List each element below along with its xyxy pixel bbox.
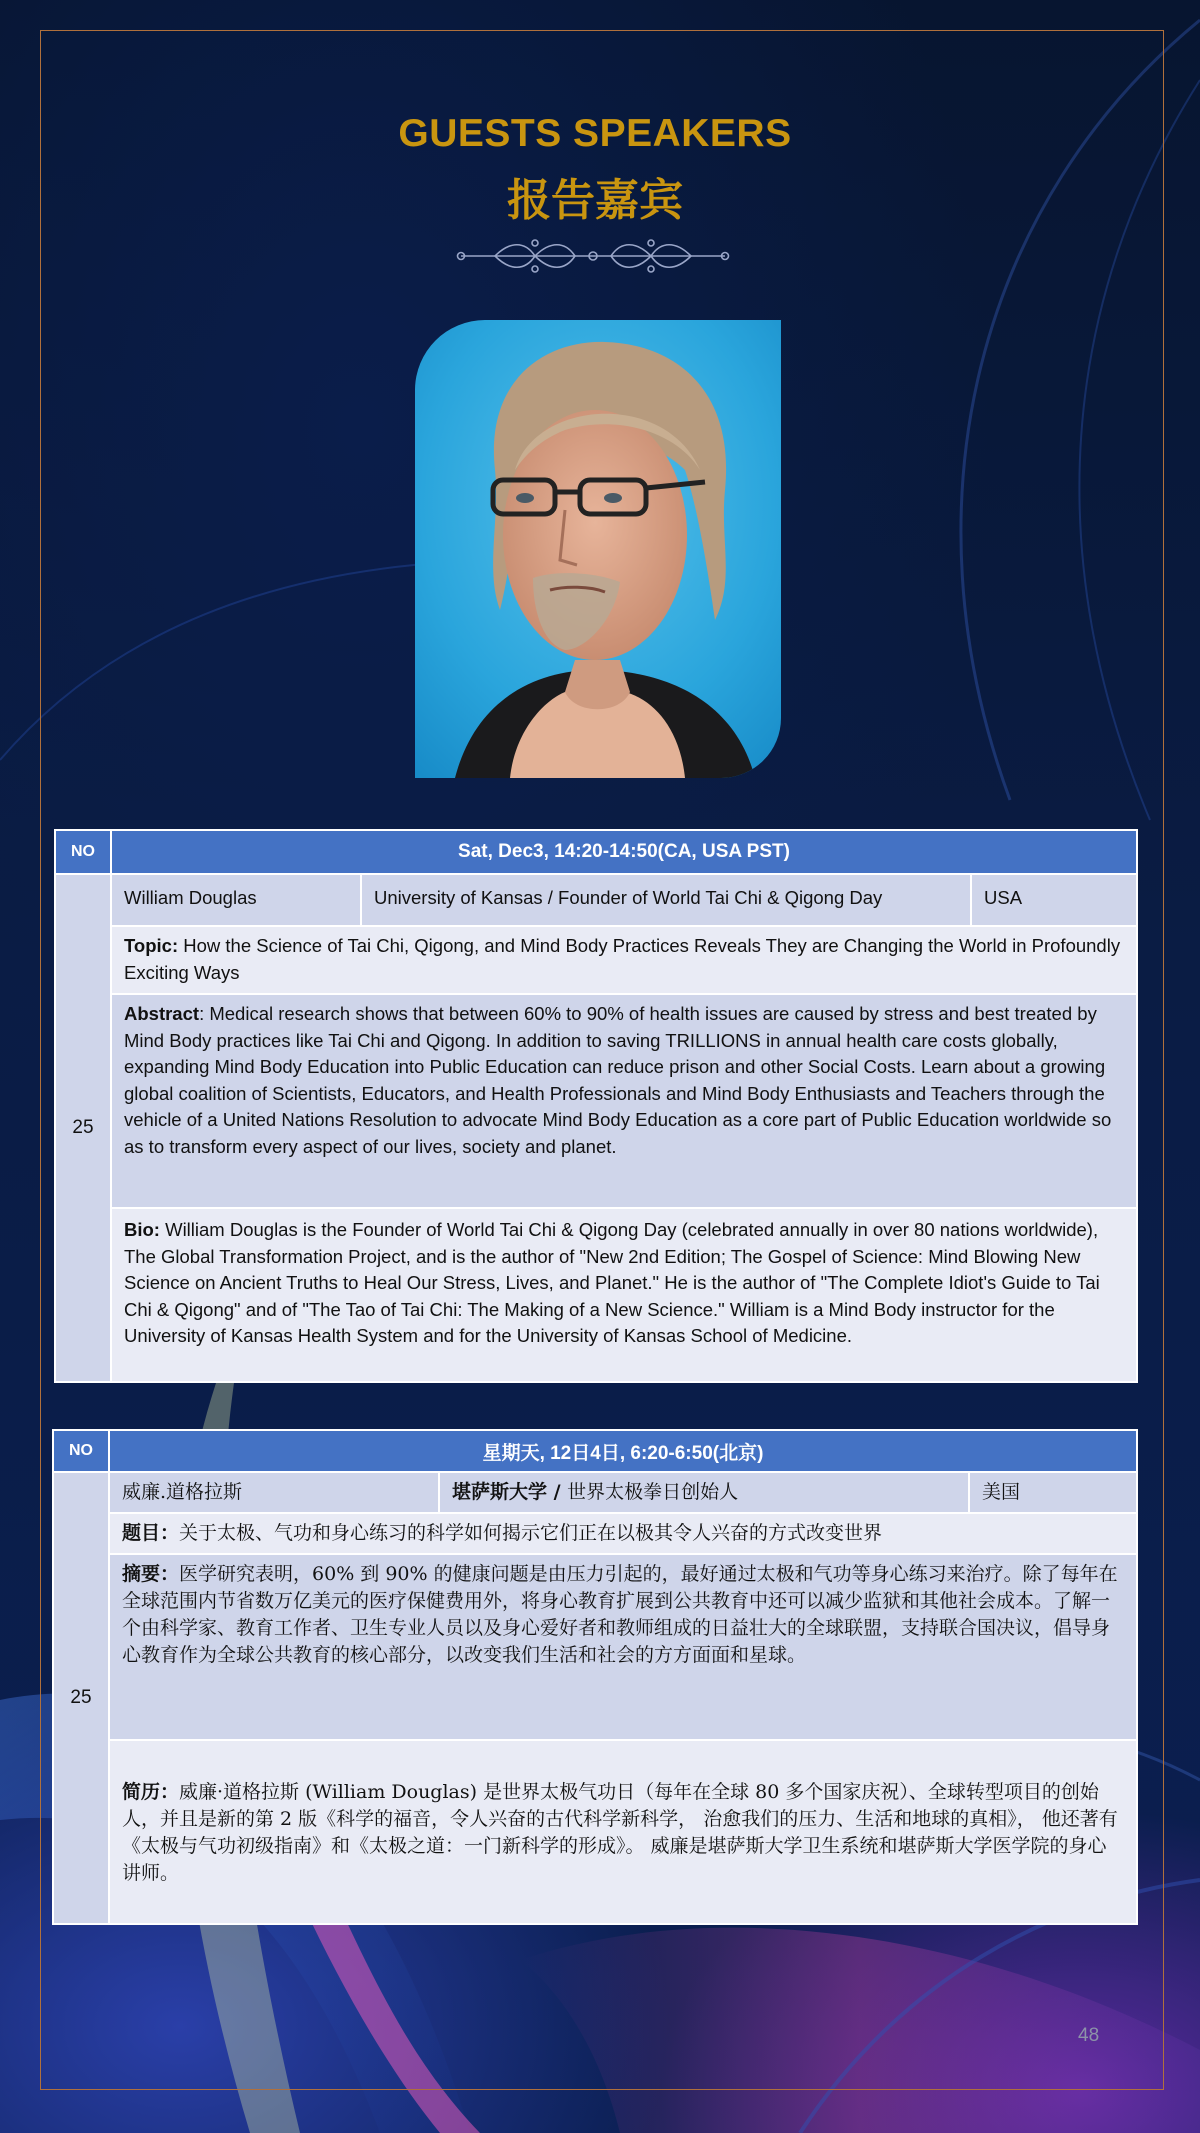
bio-label: Bio: [124, 1219, 160, 1240]
topic-cell [111, 926, 1137, 994]
page-number: 48 [1078, 2025, 1100, 2046]
ornament-divider-icon [455, 233, 731, 279]
speaker-name: William Douglas [111, 874, 361, 926]
no-header-cn: NO [53, 1430, 109, 1472]
speaker-affiliation: University of Kansas / Founder of World Tai Chi & Qigong Day [361, 874, 971, 926]
page-title: GUESTS SPEAKERS [398, 112, 792, 155]
speaker-country: USA [971, 874, 1137, 926]
speaker-table-cn [52, 1429, 1138, 1925]
topic-text-cn: 关于太极、气功和身心练习的科学如何揭示它们正在以极其令人兴奋的方式改变世界 [179, 1522, 883, 1544]
page-title-cn: 报告嘉宾 [507, 176, 683, 225]
speaker-photo [415, 320, 781, 778]
topic-text: How the Science of Tai Chi, Qigong, and Mind Body Practices Reveals They are Changing the World in Profoundly Exciting Ways [124, 935, 1121, 983]
abstract-text: : Medical research shows that between 60% to 90% of health issues are caused by stress and best treated by Mind Body practices like Tai Chi and Qigong. In addition to saving TRILLIONS in annual health care costs globally, expanding Mind Body Education into Public Education can reduce prison and other Social Costs. Learn about a growing global coalition of Scientists, Educators, and Health Professionals and Mind Body Enthusiasts and Teachers through the vehicle of a United Nations Resolution to advocate Mind Body Education as a core part of Public Education worldwide so as to transform every aspect of our lives, society and planet. [124, 1003, 1112, 1157]
speaker-name-cn: 威廉.道格拉斯 [109, 1472, 439, 1513]
bio-text: William Douglas is the Founder of World Tai Chi & Qigong Day (celebrated annually in over 80 nations worldwide), The Global Transformation Project, and is the author of "New 2nd Edition; The Gospel of Science: Mind Blowing New Science on Ancient Truths to Heal Our Stress, Lives, and Planet." He is the author of "The Complete Idiot's Guide to Tai Chi & Qigong" and of "The Tao of Tai Chi: The Making of a New Science." William is a Mind Body instructor for the University of Kansas Health System and for the University of Kansas School of Medicine. [124, 1219, 1100, 1346]
speaker-number: 25 [55, 874, 111, 1382]
abstract-label-cn: 摘要： [122, 1563, 180, 1585]
abstract-label: Abstract [124, 1003, 200, 1024]
topic-cell-cn [109, 1513, 1137, 1554]
topic-label: Topic: [124, 935, 179, 956]
session-header: Sat, Dec3, 14:20-14:50(CA, USA PST) [111, 830, 1137, 874]
abstract-text-cn: 医学研究表明，60% 到 90% 的健康问题是由压力引起的，最好通过太极和气功等身心练习来治疗。除了每年在全球范围内节省数万亿美元的医疗保健费用外，将身心教育扩展到公共教育中还可以减少监狱和其他社会成本。了解一个由科学家、教育工作者、卫生专业人员以及身心爱好者和教师组成的日益壮大的全球联盟，支持联合国决议，倡导身心教育作为全球公共教育的核心部分，以改变我们生活和社会的方方面面和星球。 [122, 1563, 1118, 1666]
speaker-country-cn: 美国 [969, 1472, 1137, 1513]
affiliation-bold-cn: 堪萨斯大学 / [452, 1481, 568, 1503]
session-header-cn: 星期天, 12日4日, 6:20-6:50(北京) [109, 1430, 1137, 1472]
speaker-affiliation-cn [439, 1472, 969, 1513]
bio-label-cn: 简历： [122, 1781, 180, 1803]
abstract-cell [111, 994, 1137, 1208]
abstract-cell-cn [109, 1554, 1137, 1740]
no-header: NO [55, 830, 111, 874]
speaker-number-cn: 25 [53, 1472, 109, 1924]
topic-label-cn: 题目： [122, 1522, 180, 1544]
affiliation-text-cn: 世界太极拳日创始人 [567, 1481, 739, 1503]
bio-cell-cn [109, 1740, 1137, 1924]
speaker-table-en [54, 829, 1138, 1383]
bio-cell [111, 1208, 1137, 1382]
bio-text-cn: 威廉·道格拉斯 (William Douglas) 是世界太极气功日（每年在全球 80 多个国家庆祝）、全球转型项目的创始人，并且是新的第 2 版《科学的福音，令人兴奋的古代科学新科学， 治愈我们的压力、生活和地球的真相》， 他还著有《太极与气功初级指南》和《太极之道：一门新科学的形成》。 威廉是堪萨斯大学卫生系统和堪萨斯大学医学院的身心讲师。 [122, 1781, 1118, 1884]
